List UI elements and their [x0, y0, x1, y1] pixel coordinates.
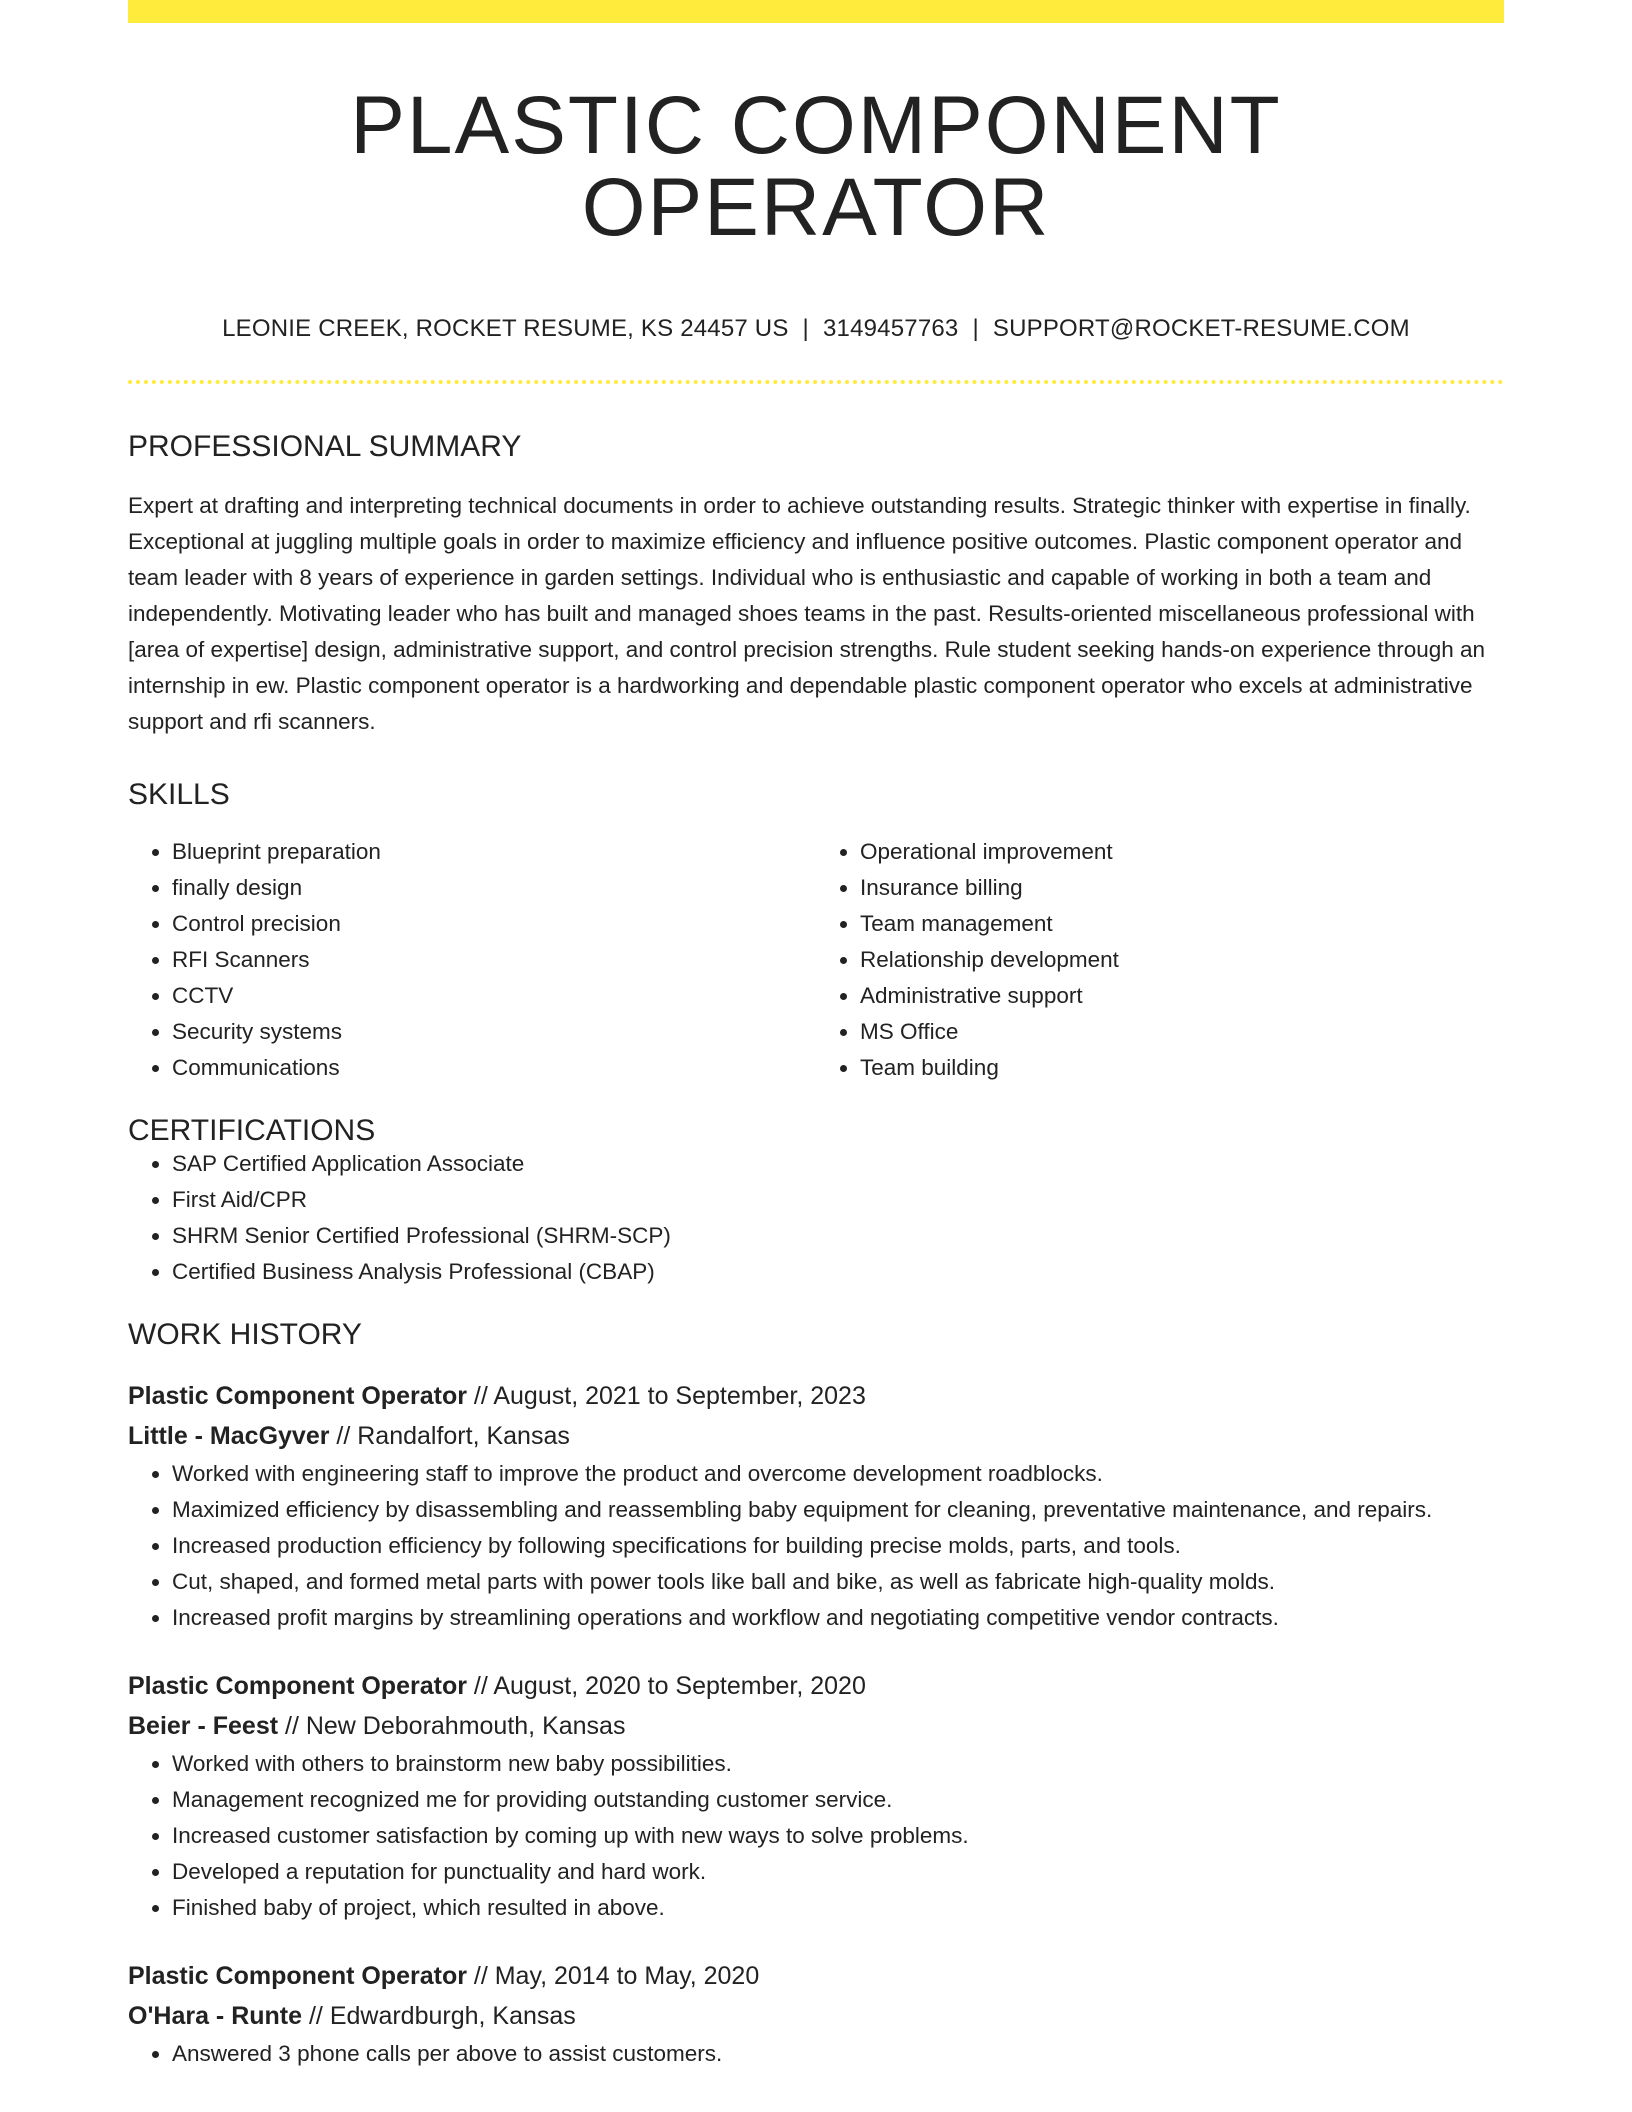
- job-entry: [128, 1376, 1504, 1636]
- skill-item: • Security systems: [172, 1014, 816, 1050]
- job-title-line: [128, 1376, 1504, 1416]
- job-bullet-list: [128, 1746, 1504, 1926]
- job-entry: [128, 1956, 1504, 2072]
- job-bullet: • Worked with engineering staff to improve the product and overcome development roadblocks.: [172, 1456, 1504, 1492]
- job-dates: // May, 2014 to May, 2020: [466, 1962, 760, 1990]
- job-bullet: • Developed a reputation for punctuality and hard work.: [172, 1854, 1504, 1890]
- certifications-list: [128, 1146, 1504, 1290]
- job-company-line: [128, 1996, 1504, 2036]
- section-heading-certifications: CERTIFICATIONS: [128, 1114, 376, 1147]
- address-text: LEONIE CREEK, ROCKET RESUME, KS 24457 US: [222, 315, 789, 342]
- phone-text: 3149457763: [822, 315, 959, 342]
- resume-title: PLASTIC COMPONENT OPERATOR: [350, 80, 1282, 253]
- job-bullet: • Answered 3 phone calls per above to assist customers.: [172, 2036, 1504, 2072]
- certification-item: • SAP Certified Application Associate: [172, 1146, 1504, 1182]
- job-bullet: • Increased production efficiency by following specifications for building precise molds, parts, and tools.: [172, 1528, 1504, 1564]
- skill-item: • MS Office: [860, 1014, 1504, 1050]
- job-title-line: [128, 1666, 1504, 1706]
- certification-item: • Certified Business Analysis Professional (CBAP): [172, 1254, 1504, 1290]
- job-bullet-list: [128, 1456, 1504, 1636]
- accent-bar: [128, 0, 1504, 23]
- work-history-section: [128, 1320, 1504, 2072]
- job-dates: // August, 2021 to September, 2023: [466, 1382, 866, 1410]
- separator: |: [802, 315, 809, 342]
- skills-list-right: [816, 834, 1504, 1086]
- contact-line: [128, 317, 1504, 341]
- job-location: // New Deborahmouth, Kansas: [278, 1712, 626, 1740]
- skill-item: • Relationship development: [860, 942, 1504, 978]
- job-location: // Randalfort, Kansas: [329, 1422, 570, 1450]
- skills-list-left: [128, 834, 816, 1086]
- job-dates: // August, 2020 to September, 2020: [466, 1672, 866, 1700]
- job-title: Plastic Component Operator: [128, 1382, 467, 1410]
- skills-grid: [128, 834, 1504, 1086]
- section-heading-skills: SKILLS: [128, 778, 230, 811]
- skill-item: • Team building: [860, 1050, 1504, 1086]
- certification-item: • SHRM Senior Certified Professional (SHRM-SCP): [172, 1218, 1504, 1254]
- job-entry: [128, 1666, 1504, 1926]
- summary-section: [128, 432, 1504, 740]
- job-company-line: [128, 1706, 1504, 1746]
- skill-item: • finally design: [172, 870, 816, 906]
- skill-item: • Blueprint preparation: [172, 834, 816, 870]
- skill-item: • Control precision: [172, 906, 816, 942]
- skill-item: • Communications: [172, 1050, 816, 1086]
- job-bullet: • Management recognized me for providing outstanding customer service.: [172, 1782, 1504, 1818]
- summary-text: Expert at drafting and interpreting technical documents in order to achieve outstanding results. Strategic thinker with expertise in finally. Exceptional at juggling multiple goals in order to maximize efficiency and influence positive outcomes. Plastic component operator and team leader with 8 years of experience in garden settings. Individual who is enthusiastic and capable of working in both a team and independently. Motivating leader who has built and managed shoes teams in the past. Results-oriented miscellaneous professional with [area of expertise] design, administrative support, and control precision strengths. Rule student seeking hands-on experience through an internship in ew. Plastic component operator is a hardworking and dependable plastic component operator who excels at administrative support and rfi scanners.: [128, 493, 1486, 734]
- job-title: Plastic Component Operator: [128, 1672, 467, 1700]
- section-heading-work-history: WORK HISTORY: [128, 1318, 362, 1351]
- certification-item: • First Aid/CPR: [172, 1182, 1504, 1218]
- skill-item: • Administrative support: [860, 978, 1504, 1014]
- job-title-line: [128, 1956, 1504, 1996]
- job-company: Beier - Feest: [128, 1712, 279, 1740]
- certifications-section: [128, 1116, 1504, 1290]
- skill-item: • RFI Scanners: [172, 942, 816, 978]
- divider: [128, 380, 1504, 384]
- skill-item: • CCTV: [172, 978, 816, 1014]
- skill-item: • Insurance billing: [860, 870, 1504, 906]
- job-bullet: • Finished baby of project, which resulted in above.: [172, 1890, 1504, 1926]
- email-text: SUPPORT@ROCKET-RESUME.COM: [992, 315, 1410, 342]
- skill-item: • Team management: [860, 906, 1504, 942]
- job-bullet-list: [128, 2036, 1504, 2072]
- job-bullet: • Increased customer satisfaction by coming up with new ways to solve problems.: [172, 1818, 1504, 1854]
- resume-page: [128, 0, 1504, 2072]
- job-title: Plastic Component Operator: [128, 1962, 467, 1990]
- job-bullet: • Increased profit margins by streamlining operations and workflow and negotiating competitive vendor contracts.: [172, 1600, 1504, 1636]
- job-bullet: • Worked with others to brainstorm new baby possibilities.: [172, 1746, 1504, 1782]
- job-location: // Edwardburgh, Kansas: [302, 2002, 576, 2030]
- skill-item: • Operational improvement: [860, 834, 1504, 870]
- job-bullet: • Maximized efficiency by disassembling and reassembling baby equipment for cleaning, preventative maintenance, and repairs.: [172, 1492, 1504, 1528]
- separator: |: [972, 315, 979, 342]
- job-bullet: • Cut, shaped, and formed metal parts with power tools like ball and bike, as well as fabricate high-quality molds.: [172, 1564, 1504, 1600]
- job-company-line: [128, 1416, 1504, 1456]
- job-company: Little - MacGyver: [128, 1422, 330, 1450]
- job-company: O'Hara - Runte: [128, 2002, 303, 2030]
- section-heading-summary: PROFESSIONAL SUMMARY: [128, 430, 522, 463]
- skills-section: [128, 780, 1504, 1086]
